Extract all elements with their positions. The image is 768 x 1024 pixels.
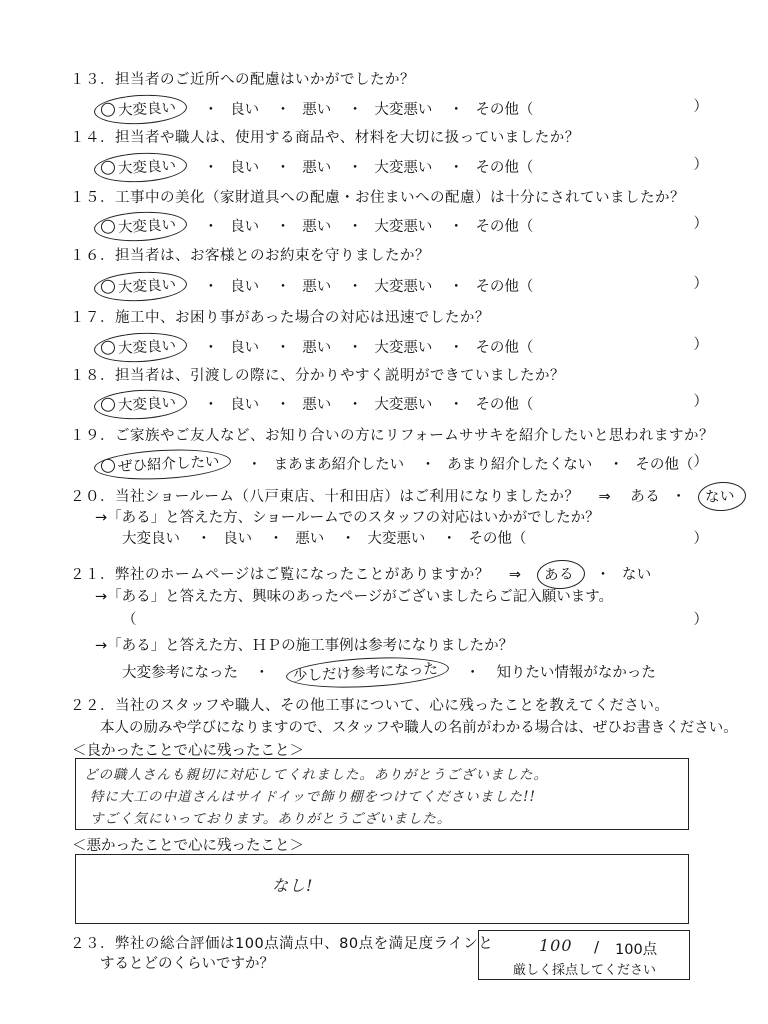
q17-opt-verybad[interactable]: 大変悪い	[374, 340, 433, 356]
circle-mark-icon	[101, 279, 116, 294]
q13-opt-bad[interactable]: 悪い	[302, 102, 332, 118]
q14-selected[interactable]: 大変良い	[93, 151, 187, 185]
q20-opt-verybad[interactable]: 大変悪い	[367, 531, 426, 547]
q18-opt-good[interactable]: 良い	[230, 397, 260, 413]
handwritten-answer: なし!	[272, 876, 314, 895]
q13-text: １３．担当者のご近所への配慮はいかがでしたか？	[70, 72, 415, 88]
q22-line2: 本人の励みや学びになりますので、スタッフや職人の名前がわかる場合は、ぜひお書きください。	[100, 720, 738, 736]
q21-opt-not-helpful[interactable]: 知りたい情報がなかった	[496, 665, 656, 681]
score-slash: /	[594, 938, 600, 956]
handwritten-line: すごく気にいっております。ありがとうございました。	[90, 811, 452, 827]
bad-section-label: ＜悪かったことで心に残ったこと＞	[72, 838, 304, 854]
q19-options: ぜひ紹介したい ・ まあまあ紹介したい ・ あまり紹介したくない ・ その他（ ）	[100, 450, 708, 479]
q14-opt-other[interactable]: その他（	[475, 160, 534, 176]
q16-opt-bad[interactable]: 悪い	[302, 279, 332, 295]
score-note: 厳しく採点してください	[513, 963, 657, 978]
score-box[interactable]	[478, 930, 690, 980]
q20-opt-other[interactable]: その他（	[468, 531, 527, 547]
q20-options: 大変良い ・ 良い ・ 悪い ・ 大変悪い ・ その他（ ）	[122, 527, 708, 548]
q19-opt-other[interactable]: その他（	[635, 457, 694, 473]
q20-sub: →「ある」と答えた方、ショールームでのスタッフの対応はいかがでしたか？	[95, 510, 600, 526]
q17-options: 大変良い ・ 良い ・ 悪い ・ 大変悪い ・ その他（ ）	[100, 333, 708, 362]
circle-mark-icon	[101, 102, 116, 117]
handwritten-line: 特に大工の中道さんはサイドイッで飾り棚をつけてくださいました!!	[90, 789, 536, 805]
q14-text: １４．担当者や職人は、使用する商品や、材料を大切に扱っていましたか？	[70, 130, 580, 146]
q21-row: ２１．弊社のホームページはご覧になったことがありますか？ ⇒ ある ・ ない	[70, 560, 652, 589]
score-value: 100	[539, 936, 573, 955]
q23-line2: するとどのくらいですか？	[100, 956, 274, 972]
q19-selected[interactable]: ぜひ紹介したい	[93, 446, 231, 482]
q15-opt-good[interactable]: 良い	[230, 219, 260, 235]
q20-opt-bad[interactable]: 悪い	[295, 531, 325, 547]
q20-row: ２０．当社ショールーム（八戸東店、十和田店）はご利用になりましたか？ ⇒ ある ・ ない	[70, 482, 746, 511]
q16-opt-good[interactable]: 良い	[230, 279, 260, 295]
q21-opt-no[interactable]: ない	[621, 567, 652, 583]
q18-selected[interactable]: 大変良い	[93, 388, 187, 422]
arrow-right-icon: ⇒	[508, 567, 522, 583]
q13-opt-verybad[interactable]: 大変悪い	[374, 102, 433, 118]
q21-options: 大変参考になった ・ 少しだけ参考になった ・ 知りたい情報がなかった	[122, 658, 708, 687]
q20-opt-good[interactable]: 良い	[223, 531, 253, 547]
circle-mark-icon	[101, 219, 116, 234]
q17-opt-good[interactable]: 良い	[230, 340, 260, 356]
handwritten-line: どの職人さんも親切に対応してくれました。ありがとうございました。	[84, 767, 548, 783]
q20-opt-yes[interactable]: ある	[630, 489, 661, 505]
q18-opt-verybad[interactable]: 大変悪い	[374, 397, 433, 413]
q14-options: 大変良い ・ 良い ・ 悪い ・ 大変悪い ・ その他（ ）	[100, 153, 708, 182]
q21-selected-somewhat-helpful[interactable]: 少しだけ参考になった	[285, 654, 449, 691]
q16-text: １６．担当者は、お客様とのお約束を守りましたか？	[70, 248, 430, 264]
q21-text: ２１．弊社のホームページはご覧になったことがありますか？	[70, 567, 490, 583]
q21-sub1: →「ある」と答えた方、興味のあったページがございましたらご記入願います。	[95, 589, 614, 605]
bad-comment-box[interactable]	[75, 854, 689, 924]
q20-opt-verygood[interactable]: 大変良い	[122, 531, 180, 547]
q17-opt-other[interactable]: その他（	[475, 340, 534, 356]
score-max: 100点	[615, 942, 658, 958]
q13-opt-good[interactable]: 良い	[230, 102, 260, 118]
q15-text: １５．工事中の美化（家財道具への配慮・お住まいへの配慮）は十分にされていましたか？	[70, 190, 685, 206]
q21-opt-very-helpful[interactable]: 大変参考になった	[122, 665, 238, 681]
q16-options: 大変良い ・ 良い ・ 悪い ・ 大変悪い ・ その他（ ）	[100, 272, 708, 301]
q18-opt-bad[interactable]: 悪い	[302, 397, 332, 413]
q19-opt-not-much[interactable]: あまり紹介したくない	[447, 457, 593, 473]
q14-opt-bad[interactable]: 悪い	[302, 160, 332, 176]
q23-line1: ２３．弊社の総合評価は100点満点中、80点を満足度ラインと	[70, 936, 494, 952]
q14-opt-verybad[interactable]: 大変悪い	[374, 160, 433, 176]
q22-line1: ２２．当社のスタッフや職人、その他工事について、心に残ったことを教えてください。	[70, 698, 670, 714]
arrow-right-icon: ⇒	[598, 489, 612, 505]
good-section-label: ＜良かったことで心に残ったこと＞	[72, 743, 304, 759]
q15-selected[interactable]: 大変良い	[93, 210, 187, 244]
q16-opt-other[interactable]: その他（	[475, 279, 534, 295]
q18-text: １８．担当者は、引渡しの際に、分かりやすく説明ができていましたか？	[70, 368, 565, 384]
q13-options: 大変良い ・ 良い ・ 悪い ・ 大変悪い ・ その他（ ）	[100, 95, 708, 124]
circle-mark-icon	[101, 340, 116, 355]
q19-opt-somewhat[interactable]: まあまあ紹介したい	[273, 457, 405, 473]
q16-opt-verybad[interactable]: 大変悪い	[374, 279, 433, 295]
q15-options: 大変良い ・ 良い ・ 悪い ・ 大変悪い ・ その他（ ）	[100, 212, 708, 241]
q18-options: 大変良い ・ 良い ・ 悪い ・ 大変悪い ・ その他（ ）	[100, 390, 708, 419]
circle-mark-icon	[101, 458, 116, 473]
q17-selected[interactable]: 大変良い	[93, 331, 187, 365]
circle-mark-icon	[101, 397, 116, 412]
q15-opt-bad[interactable]: 悪い	[302, 219, 332, 235]
good-comment-box[interactable]	[75, 758, 689, 830]
q14-opt-good[interactable]: 良い	[230, 160, 260, 176]
q16-selected[interactable]: 大変良い	[93, 270, 187, 304]
q19-text: １９．ご家族やご友人など、お知り合いの方にリフォームササキを紹介したいと思われますか？	[70, 428, 714, 444]
q15-opt-other[interactable]: その他（	[475, 219, 534, 235]
q17-opt-bad[interactable]: 悪い	[302, 340, 332, 356]
q13-opt-other[interactable]: その他（	[475, 102, 534, 118]
q17-text: １７．施工中、お困り事があった場合の対応は迅速でしたか？	[70, 310, 490, 326]
q21-comment-field[interactable]: （ ）	[122, 612, 708, 628]
q15-opt-verybad[interactable]: 大変悪い	[374, 219, 433, 235]
q20-selected-no[interactable]: ない	[697, 481, 746, 512]
q21-sub2: →「ある」と答えた方、ＨＰの施工事例は参考になりましたか？	[95, 638, 514, 654]
q21-selected-yes[interactable]: ある	[536, 559, 585, 590]
q18-opt-other[interactable]: その他（	[475, 397, 534, 413]
circle-mark-icon	[101, 160, 116, 175]
q20-text: ２０．当社ショールーム（八戸東店、十和田店）はご利用になりましたか？	[70, 489, 580, 505]
q13-selected[interactable]: 大変良い	[93, 93, 187, 127]
